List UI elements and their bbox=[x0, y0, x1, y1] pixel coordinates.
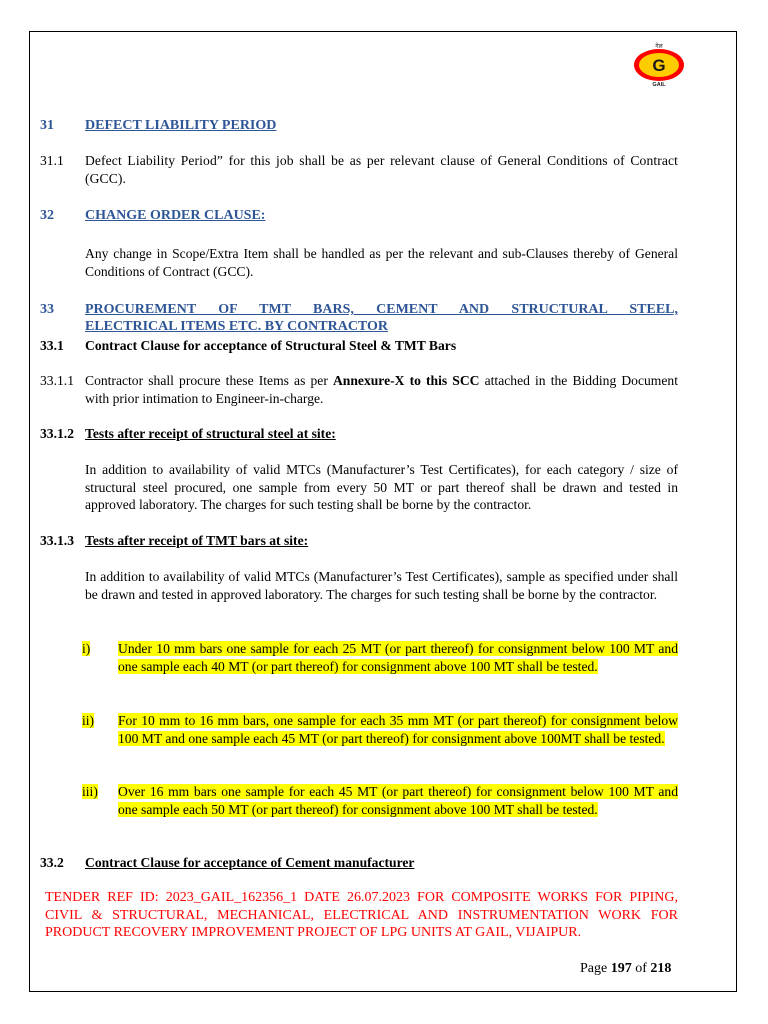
section-33-1-1-number: 33.1.1 bbox=[40, 373, 74, 388]
section-31-1-number: 31.1 bbox=[40, 153, 64, 168]
section-33-1-number: 33.1 bbox=[40, 338, 64, 353]
section-33-1-2-number: 33.1.2 bbox=[40, 426, 74, 441]
section-33-1-title: Contract Clause for acceptance of Structural Steel & TMT Bars bbox=[85, 338, 457, 353]
tender-reference-footer: TENDER REF ID: 2023_GAIL_162356_1 DATE 26.07.2023 FOR COMPOSITE WORKS FOR PIPING, CIVIL & STRUCTURAL, MECHANICAL, ELECTRICAL AND INSTRUMENTATION WORK FOR PRODUCT RECOVERY IMPROVEMENT PROJECT OF LPG UNITS AT GAIL, VIJAIPUR. bbox=[45, 890, 678, 940]
section-31-number: 31 bbox=[40, 118, 54, 133]
page-number: Page 197 of 218 bbox=[580, 961, 672, 976]
section-32-number: 32 bbox=[40, 208, 54, 223]
section-33-1-1-text: Contractor shall procure these Items as per Annexure-X to this SCC attached in the Bidding Document with prior intimation to Engineer-in-charge. bbox=[85, 373, 678, 406]
section-33-1-2-text: In addition to availability of valid MTCs (Manufacturer’s Test Certificates), for each category / size of structural steel procured, one sample from every 50 MT or part thereof shall be drawn and tested in approved laboratory. The charges for such testing shall be borne by the contractor. bbox=[85, 462, 678, 512]
section-33-1-3-text: In addition to availability of valid MTCs (Manufacturer’s Test Certificates), sample as specified under shall be drawn and tested in approved laboratory. The charges for such testing shall be borne by the contractor. bbox=[85, 569, 678, 602]
list-item: For 10 mm to 16 mm bars, one sample for each 35 mm MT (or part thereof) for consignment below 100 MT and one sample each 45 MT (or part thereof) for consignment above 100MT shall be tested. bbox=[118, 713, 678, 746]
section-33-1-2-title: Tests after receipt of structural steel at site: bbox=[85, 426, 336, 441]
logo-mark: G bbox=[652, 56, 666, 75]
section-31-1-text: Defect Liability Period” for this job shall be as per relevant clause of General Conditions of Contract (GCC). bbox=[85, 153, 678, 186]
list-item-marker: ii) bbox=[82, 713, 95, 728]
list-item-marker: iii) bbox=[82, 784, 98, 799]
section-33-title-line1: PROCUREMENT OF TMT BARS, CEMENT AND STRUCTURAL STEEL, bbox=[85, 302, 678, 317]
logo-top-text: गेल bbox=[655, 43, 663, 50]
section-33-2-title: Contract Clause for acceptance of Cement manufacturer bbox=[85, 855, 415, 870]
section-32-text: Any change in Scope/Extra Item shall be handled as per the relevant and sub-Clauses thereby of General Conditions of Contract (GCC). bbox=[85, 246, 678, 279]
list-item: Under 10 mm bars one sample for each 25 MT (or part thereof) for consignment below 100 MT and one sample each 40 MT (or part thereof) for consignment above 100 MT shall be tested. bbox=[118, 641, 678, 674]
section-33-title-line2: ELECTRICAL ITEMS ETC. BY CONTRACTOR bbox=[85, 319, 389, 334]
list-item-marker: i) bbox=[82, 641, 91, 656]
section-33-2-number: 33.2 bbox=[40, 855, 64, 870]
section-32-title: CHANGE ORDER CLAUSE: bbox=[85, 208, 266, 223]
section-33-1-3-number: 33.1.3 bbox=[40, 533, 74, 548]
logo-bottom-text: GAIL bbox=[652, 82, 666, 87]
gail-logo-icon bbox=[631, 41, 687, 87]
list-item: Over 16 mm bars one sample for each 45 MT (or part thereof) for consignment below 100 MT and one sample each 50 MT (or part thereof) for consignment above 100 MT shall be tested. bbox=[118, 784, 678, 817]
section-33-number: 33 bbox=[40, 302, 54, 317]
section-31-title: DEFECT LIABILITY PERIOD bbox=[85, 118, 277, 133]
section-33-1-3-title: Tests after receipt of TMT bars at site: bbox=[85, 533, 309, 548]
